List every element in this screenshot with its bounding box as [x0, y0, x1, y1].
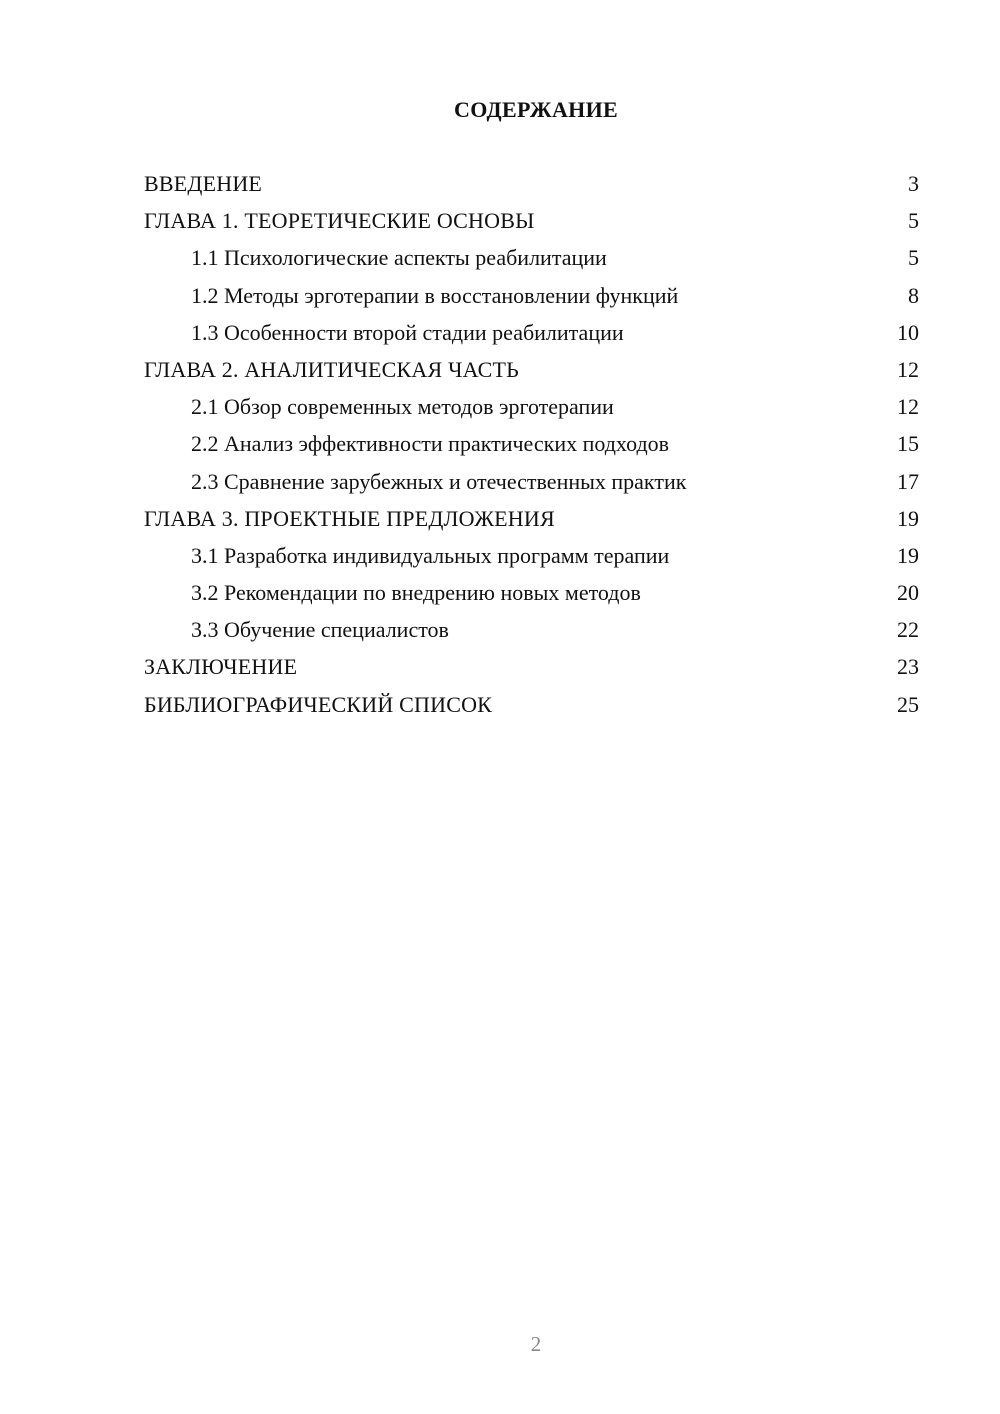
- toc-entry-label: 2.1 Обзор современных методов эрготерапии: [191, 394, 614, 420]
- toc-entry-page-number: 10: [897, 319, 919, 345]
- toc-entry: [144, 165, 919, 202]
- toc-entry: [144, 686, 919, 723]
- toc-entry: [144, 351, 919, 388]
- toc-entry-page-number: 19: [897, 505, 919, 531]
- toc-entry-label: 2.2 Анализ эффективности практических подходов: [191, 431, 670, 457]
- toc-entry-page-number: 5: [908, 208, 919, 234]
- toc-subentry: [144, 277, 919, 314]
- toc-entry-page-number: 20: [897, 580, 919, 606]
- toc-entry-label: 1.2 Методы эрготерапии в восстановлении функций: [191, 282, 679, 308]
- toc-subentry: [144, 425, 919, 462]
- toc-entry-page-number: 17: [897, 468, 919, 494]
- toc-subentry: [144, 537, 919, 574]
- toc-entry: [144, 202, 919, 239]
- toc-entry-page-number: 15: [897, 431, 919, 457]
- toc-entry-page-number: 19: [897, 542, 919, 568]
- toc-entry-page-number: 23: [897, 654, 919, 680]
- page-number: 2: [530, 1332, 542, 1356]
- page-title: СОДЕРЖАНИЕ: [454, 97, 618, 122]
- toc-entry-label: 3.2 Рекомендации по внедрению новых методов: [191, 580, 641, 606]
- toc-entry: [144, 648, 919, 685]
- toc-entry-page-number: 22: [897, 617, 919, 643]
- toc-entry-page-number: 3: [908, 171, 919, 196]
- toc-entry-label: ГЛАВА 3. ПРОЕКТНЫЕ ПРЕДЛОЖЕНИЯ: [144, 505, 555, 531]
- toc-entry-page-number: 12: [897, 356, 919, 382]
- toc-entry-label: ЗАКЛЮЧЕНИЕ: [144, 654, 298, 680]
- toc-entry-label: БИБЛИОГРАФИЧЕСКИЙ СПИСОК: [144, 691, 493, 717]
- toc-entry-label: ГЛАВА 2. АНАЛИТИЧЕСКАЯ ЧАСТЬ: [144, 356, 519, 382]
- toc-subentry: [144, 239, 919, 276]
- table-of-contents: [144, 165, 919, 723]
- toc-entry: [144, 500, 919, 537]
- toc-entry-label: ГЛАВА 1. ТЕОРЕТИЧЕСКИЕ ОСНОВЫ: [144, 208, 535, 234]
- toc-entry-label: 2.3 Сравнение зарубежных и отечественных практик: [191, 468, 687, 494]
- toc-subentry: [144, 463, 919, 500]
- toc-entry-label: 3.3 Обучение специалистов: [191, 617, 449, 643]
- toc-subentry: [144, 574, 919, 611]
- toc-entry-label: 1.3 Особенности второй стадии реабилитации: [191, 319, 624, 345]
- toc-entry-label: 3.1 Разработка индивидуальных программ терапии: [191, 542, 670, 568]
- toc-entry-page-number: 12: [897, 394, 919, 420]
- toc-subentry: [144, 611, 919, 648]
- toc-entry-label: 1.1 Психологические аспекты реабилитации: [191, 245, 607, 271]
- toc-subentry: [144, 314, 919, 351]
- toc-entry-label: ВВЕДЕНИЕ: [144, 171, 263, 196]
- toc-entry-page-number: 25: [897, 691, 919, 717]
- toc-entry-page-number: 8: [908, 282, 919, 308]
- toc-subentry: [144, 388, 919, 425]
- toc-entry-page-number: 5: [908, 245, 919, 271]
